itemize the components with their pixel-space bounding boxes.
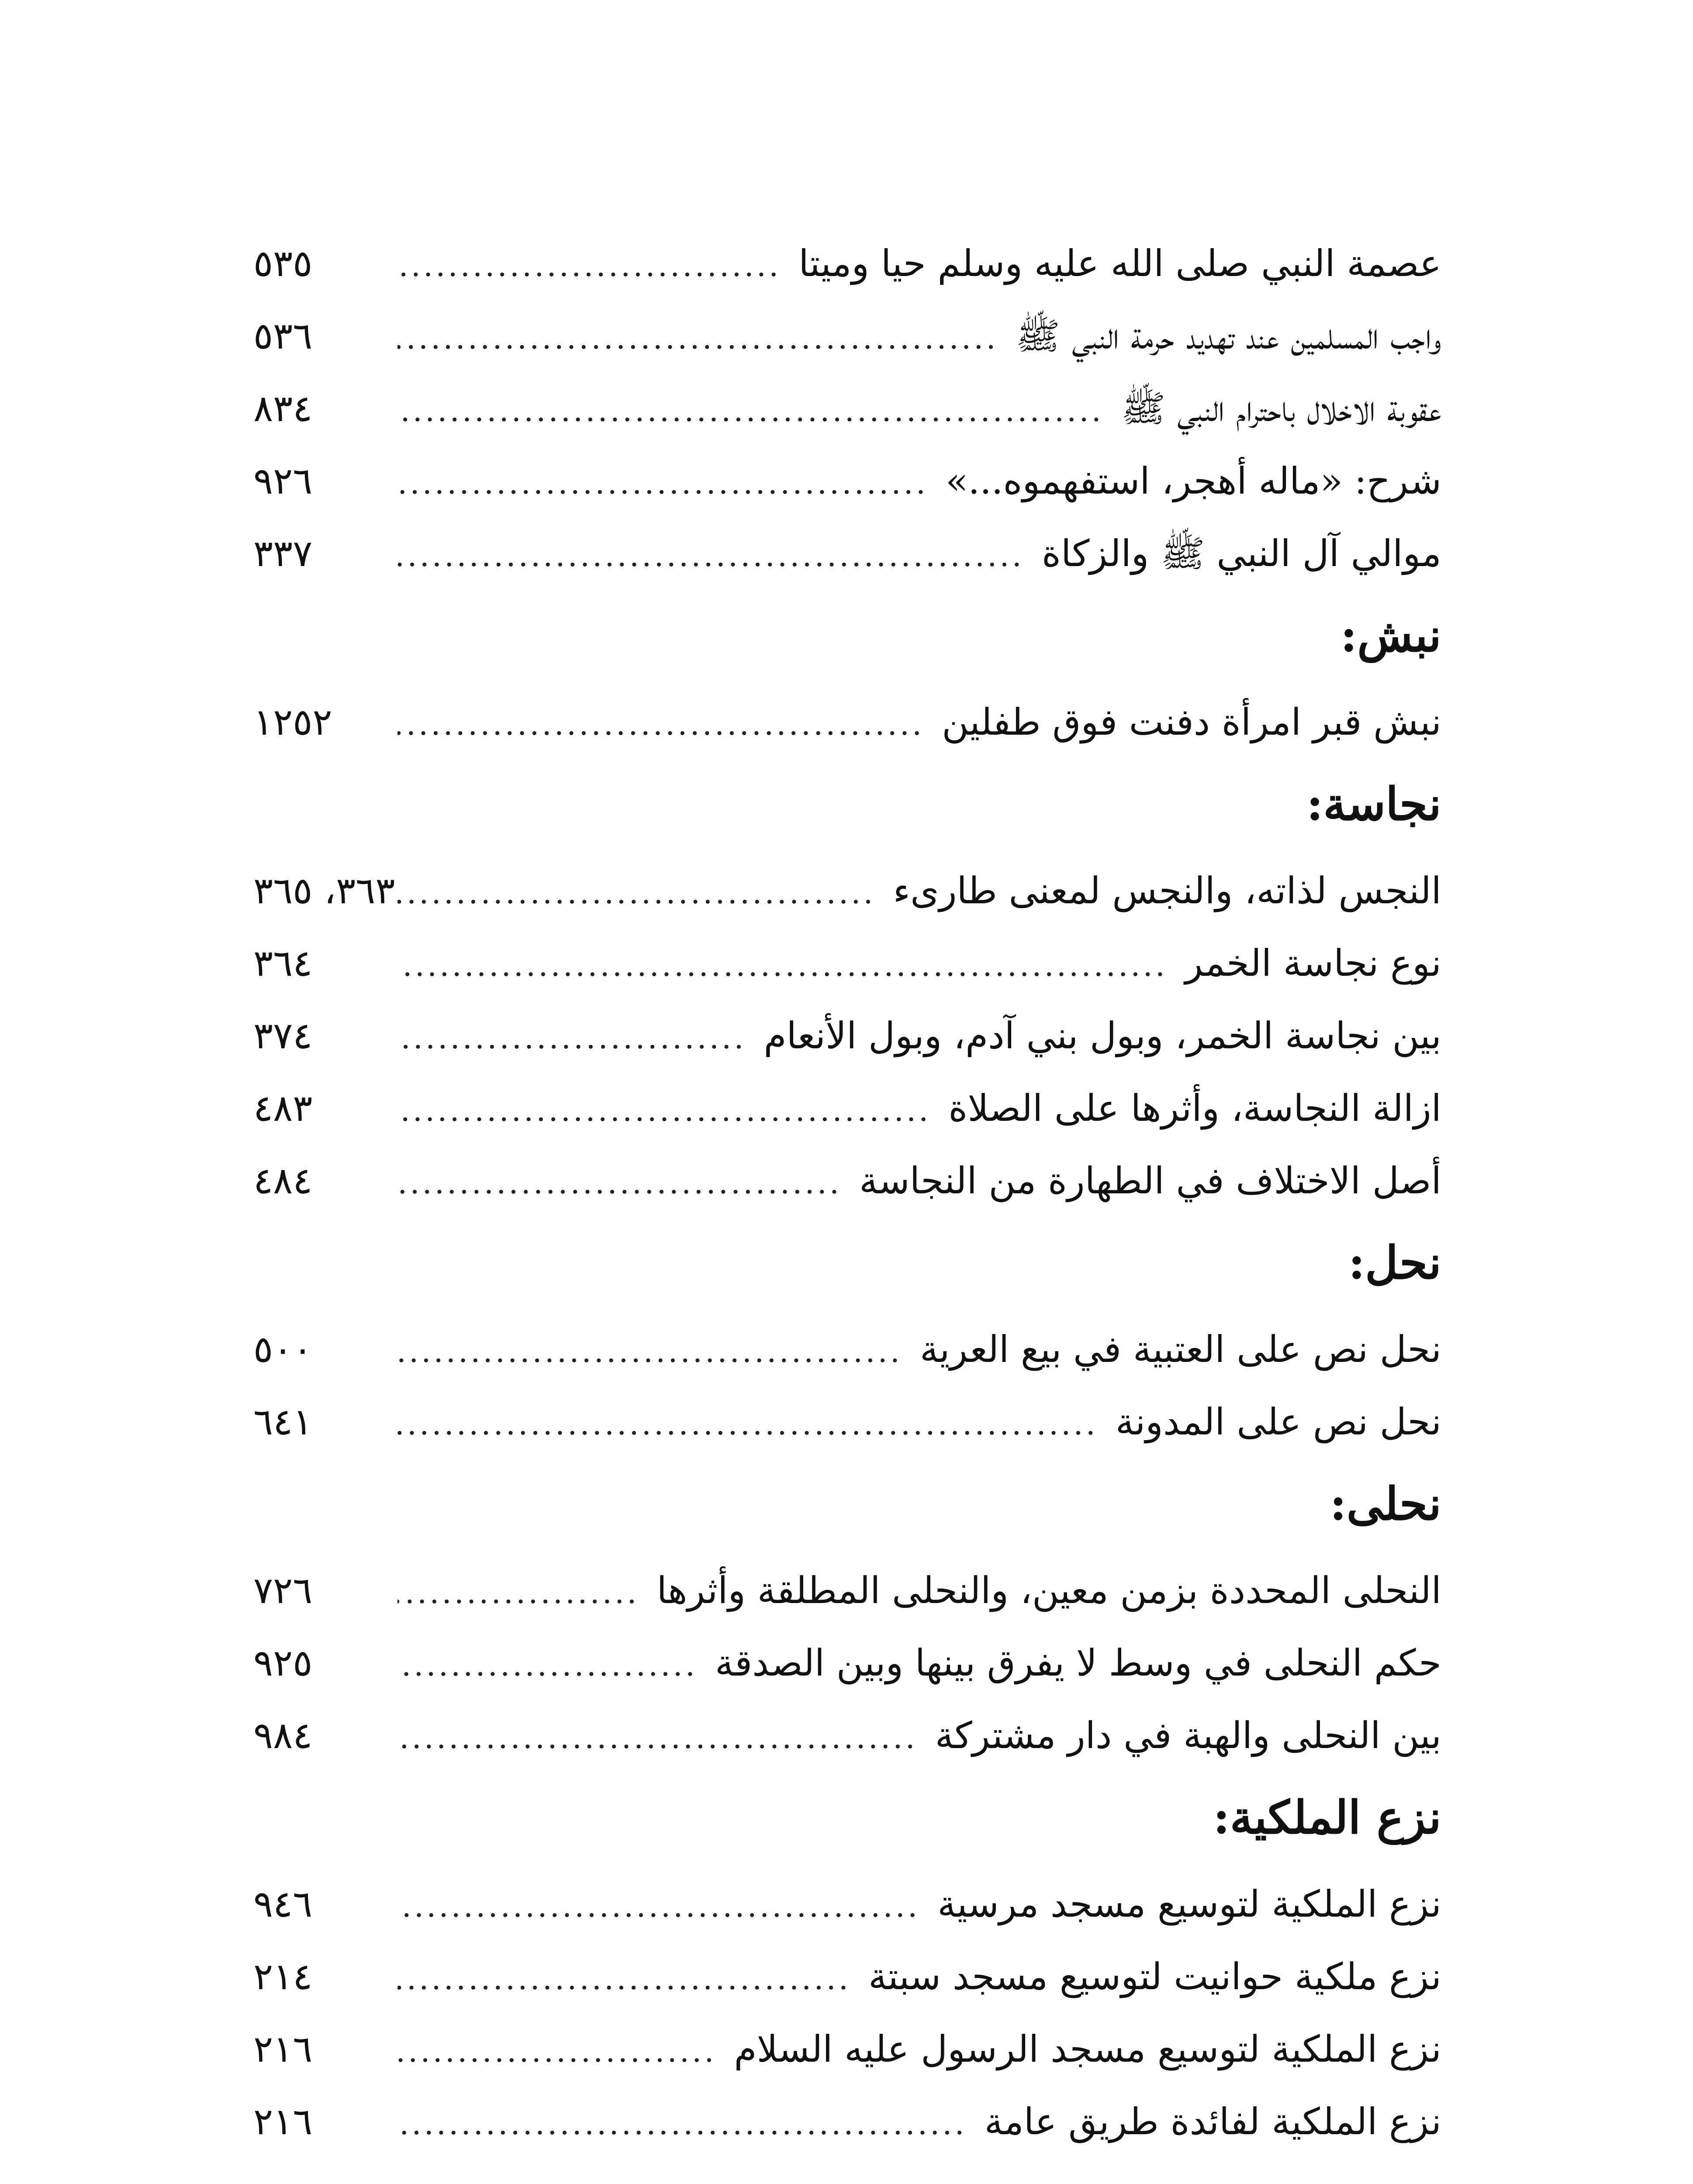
index-entry xyxy=(253,1940,1441,2013)
entry-page-number: ٩٨٤ xyxy=(253,1714,313,1757)
entry-title: بين نجاسة الخمر، وبول بني آدم، وبول الأنعام xyxy=(764,1014,1441,1057)
section-heading: نبش: xyxy=(1340,608,1441,662)
entry-page-number: ٤٨٤ xyxy=(253,1159,313,1202)
entry-page-number: ٩٤٦ xyxy=(253,1883,313,1925)
entry-title: موالي آل النبي ﷺ والزكاة xyxy=(1041,532,1441,575)
index-entry xyxy=(253,1699,1441,1772)
entry-title: نزع الملكية لفائدة طريق عامة xyxy=(984,2100,1441,2143)
dot-leader xyxy=(397,229,798,302)
dot-leader xyxy=(397,1147,859,1219)
index-entry xyxy=(253,1868,1441,1940)
dot-leader xyxy=(397,1629,715,1701)
entry-title: حكم النحلى في وسط لا يفرق بينها وبين الصدقة xyxy=(715,1641,1441,1684)
entry-title: نحل نص على العتبية في بيع العرية xyxy=(919,1328,1441,1371)
section-heading: نجاسة: xyxy=(1306,777,1441,831)
index-entry xyxy=(253,1144,1441,1217)
entry-title: ازالة النجاسة، وأثرها على الصلاة xyxy=(948,1087,1441,1130)
entry-page-number: ٥٣٦ xyxy=(253,314,313,357)
entry-title: نحل نص على المدونة xyxy=(1115,1400,1441,1443)
index-entry xyxy=(253,854,1441,927)
entry-title: النحلى المحددة بزمن معين، والنحلى المطلقة وأثرها xyxy=(656,1569,1441,1612)
entry-page-number: ٥٣٥ xyxy=(253,242,313,285)
index-entry xyxy=(253,927,1441,999)
index-section xyxy=(253,1230,1441,1458)
entry-title: نوع نجاسة الخمر xyxy=(1185,942,1441,985)
dot-leader xyxy=(397,2087,985,2160)
entry-page-number: ٢١٤ xyxy=(253,1955,313,1998)
dot-leader xyxy=(397,1315,920,1388)
entry-page-number: ٥٠٠ xyxy=(253,1328,313,1371)
entry-page-number: ٣٣٧ xyxy=(253,532,313,575)
entry-page-number: ٣٦٤ xyxy=(253,942,313,985)
dot-leader xyxy=(397,374,1121,447)
entry-title: بين النحلى والهبة في دار مشتركة xyxy=(935,1714,1441,1757)
entry-title: شرح: «ماله أهجر، استفهموه...» xyxy=(945,460,1441,502)
entry-title: واجب المسلمين عند تهديد حرمة النبي ﷺ xyxy=(1016,314,1441,357)
dot-leader xyxy=(397,519,1042,592)
index-entry xyxy=(253,2013,1441,2085)
section-heading: نحلى: xyxy=(1330,1477,1441,1531)
index-entry xyxy=(253,1627,1441,1699)
index-section xyxy=(253,603,1441,758)
entry-page-number: ٧٢٦ xyxy=(253,1569,313,1612)
section-heading: نحل: xyxy=(1348,1236,1441,1289)
entry-title: نزع الملكية لتوسيع مسجد الرسول عليه السلام xyxy=(734,2028,1441,2070)
entry-page-number: ١٢٥٢ xyxy=(253,701,332,743)
dot-leader xyxy=(397,447,946,519)
dot-leader xyxy=(397,1074,948,1147)
entry-title: نبش قبر امرأة دفنت فوق طفلين xyxy=(942,701,1441,743)
index-entry xyxy=(253,517,1441,590)
entry-page-number: ٩٢٦ xyxy=(253,460,313,502)
index-entry xyxy=(253,686,1441,758)
dot-leader xyxy=(397,1388,1116,1460)
dot-leader xyxy=(397,1002,764,1074)
entry-page-number: ٣٧٤ xyxy=(253,1014,313,1057)
entry-title: النجس لذاته، والنجس لمعنى طارىء xyxy=(893,869,1441,912)
index-entry xyxy=(253,1554,1441,1627)
entry-page-number: ٤٨٣ xyxy=(253,1087,313,1130)
entry-page-number: ٨٣٤ xyxy=(253,387,313,430)
index-section xyxy=(253,771,1441,1217)
entry-page-number: ٢١٦ xyxy=(253,2100,313,2143)
entry-page-number: ٣٦٣، ٣٦٥ xyxy=(253,869,395,912)
entry-title: نزع ملكية حوانيت لتوسيع مسجد سبتة xyxy=(868,1955,1441,1998)
index-section xyxy=(253,1471,1441,1772)
dot-leader xyxy=(397,1870,937,1942)
index-entry xyxy=(253,1072,1441,1144)
index-entry xyxy=(253,445,1441,517)
index-entry xyxy=(253,1313,1441,1386)
entry-title: عقوبة الاخلال باحترام النبي ﷺ xyxy=(1121,387,1441,430)
section-heading: نزع الملكية: xyxy=(1213,1790,1441,1844)
dot-leader xyxy=(397,1701,935,1774)
index-content xyxy=(253,227,1441,2158)
entry-title: نزع الملكية لتوسيع مسجد مرسية xyxy=(937,1883,1441,1925)
entry-page-number: ٢١٦ xyxy=(253,2028,313,2070)
entry-page-number: ٩٢٥ xyxy=(253,1641,313,1684)
dot-leader xyxy=(397,302,1016,374)
dot-leader xyxy=(397,688,942,760)
index-entry xyxy=(253,227,1441,300)
dot-leader xyxy=(397,1556,657,1629)
dot-leader xyxy=(397,929,1185,1002)
entry-title: عصمة النبي صلى الله عليه وسلم حيا وميتا xyxy=(798,242,1441,285)
index-entry xyxy=(253,2085,1441,2158)
index-entry xyxy=(253,999,1441,1072)
index-section xyxy=(253,1785,1441,2158)
index-section xyxy=(253,227,1441,590)
index-entry xyxy=(253,372,1441,445)
index-entry xyxy=(253,300,1441,372)
dot-leader xyxy=(397,1942,868,2015)
dot-leader xyxy=(397,2015,734,2087)
entry-page-number: ٦٤١ xyxy=(253,1400,313,1443)
entry-title: أصل الاختلاف في الطهارة من النجاسة xyxy=(859,1159,1441,1202)
index-entry xyxy=(253,1386,1441,1458)
dot-leader xyxy=(397,857,893,929)
